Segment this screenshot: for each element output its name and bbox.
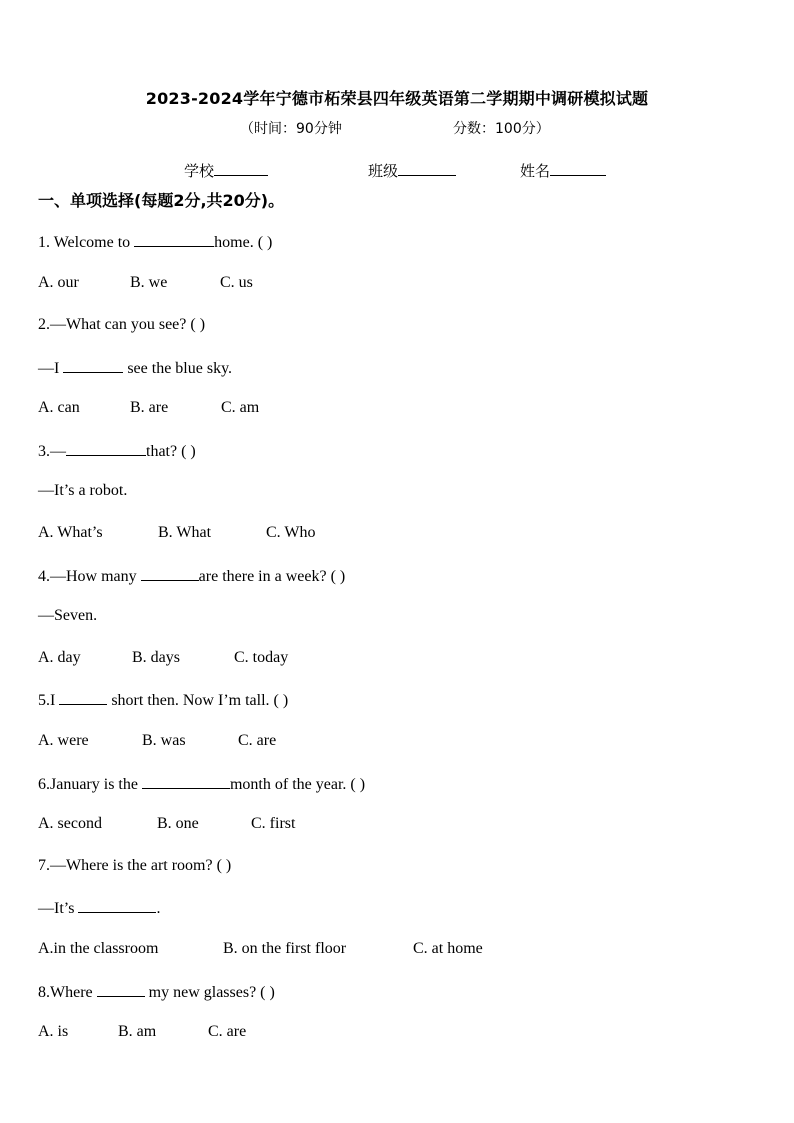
option-b[interactable]: B. What: [158, 524, 212, 541]
question-1-stem: [38, 232, 272, 252]
question-6-stem: [38, 774, 365, 794]
exam-time: （时间：90分钟: [240, 121, 342, 137]
question-7-stem: 7.—Where is the art room? ( ): [38, 857, 232, 874]
option-b[interactable]: B. are: [130, 399, 169, 416]
question-text: short then. Now I’m tall. ( ): [107, 692, 289, 709]
option-c[interactable]: C. am: [221, 399, 260, 416]
question-3-options: [38, 524, 315, 542]
name-blank[interactable]: [550, 161, 606, 176]
option-a[interactable]: A. can: [38, 399, 80, 416]
question-text: 1. Welcome to: [38, 234, 135, 251]
question-text: 8.Where: [38, 984, 97, 1001]
question-8-options: [38, 1023, 246, 1041]
question-text: see the blue sky.: [123, 360, 233, 377]
option-a[interactable]: A. second: [38, 815, 102, 832]
exam-score: 分数：100分）: [453, 121, 550, 137]
name-label: 姓名: [520, 162, 551, 180]
question-5-options: [38, 732, 276, 750]
question-text: 3.—: [38, 443, 66, 460]
question-6-options: [38, 815, 295, 833]
answer-blank[interactable]: [142, 774, 230, 789]
question-text: 5.I: [38, 692, 60, 709]
exam-title: 2023-2024学年宁德市柘荣县四年级英语第二学期期中调研模拟试题: [145, 89, 649, 108]
option-c[interactable]: C. today: [234, 649, 289, 666]
question-2-options: [38, 399, 259, 417]
school-field: [184, 160, 268, 181]
answer-blank[interactable]: [59, 690, 107, 705]
question-text: —I: [38, 360, 64, 377]
answer-blank[interactable]: [134, 232, 214, 247]
option-b[interactable]: B. one: [157, 815, 199, 832]
question-2-line2: [38, 358, 232, 378]
option-a[interactable]: A. day: [38, 649, 81, 666]
answer-blank[interactable]: [141, 566, 199, 581]
option-c[interactable]: C. Who: [266, 524, 316, 541]
option-b[interactable]: B. on the first floor: [223, 940, 347, 957]
question-2-stem: 2.—What can you see? ( ): [38, 316, 206, 333]
question-text: my new glasses? ( ): [144, 984, 275, 1001]
question-text: home. ( ): [214, 234, 273, 251]
option-c[interactable]: C. at home: [413, 940, 483, 957]
question-3-line2: —It’s a robot.: [38, 482, 128, 499]
section-heading: 一、单项选择(每题2分,共20分)。: [38, 191, 285, 210]
question-5-stem: [38, 690, 288, 710]
question-3-stem: [38, 441, 196, 461]
class-field: [368, 160, 456, 181]
option-c[interactable]: C. are: [208, 1023, 247, 1040]
question-4-options: [38, 649, 288, 667]
option-c[interactable]: C. are: [238, 732, 277, 749]
option-c[interactable]: C. us: [220, 274, 253, 291]
question-4-line2: —Seven.: [38, 607, 98, 624]
option-b[interactable]: B. was: [142, 732, 186, 749]
question-text: are there in a week? ( ): [198, 568, 346, 585]
option-c[interactable]: C. first: [251, 815, 296, 832]
question-text: month of the year. ( ): [229, 776, 366, 793]
school-label: 学校: [184, 162, 215, 180]
name-field: [520, 160, 606, 181]
option-b[interactable]: B. am: [118, 1023, 157, 1040]
option-b[interactable]: B. days: [132, 649, 180, 666]
question-text: 4.—How many: [38, 568, 141, 585]
school-blank[interactable]: [214, 161, 268, 176]
question-text: .: [156, 900, 161, 917]
question-text: 6.January is the: [38, 776, 142, 793]
option-a[interactable]: A. were: [38, 732, 89, 749]
class-label: 班级: [368, 162, 399, 180]
answer-blank[interactable]: [66, 441, 146, 456]
question-8-stem: [38, 982, 275, 1002]
class-blank[interactable]: [398, 161, 456, 176]
question-text: that? ( ): [146, 443, 196, 460]
question-7-options: [38, 940, 483, 958]
option-b[interactable]: B. we: [130, 274, 168, 291]
question-4-stem: [38, 566, 345, 586]
option-a[interactable]: A. What’s: [38, 524, 103, 541]
option-a[interactable]: A. our: [38, 274, 79, 291]
option-a[interactable]: A.in the classroom: [38, 940, 159, 957]
option-a[interactable]: A. is: [38, 1023, 69, 1040]
question-7-line2: [38, 898, 160, 918]
answer-blank[interactable]: [63, 358, 123, 373]
answer-blank[interactable]: [97, 982, 145, 997]
question-1-options: [38, 274, 253, 292]
question-text: —It’s: [38, 900, 79, 917]
answer-blank[interactable]: [78, 898, 156, 913]
